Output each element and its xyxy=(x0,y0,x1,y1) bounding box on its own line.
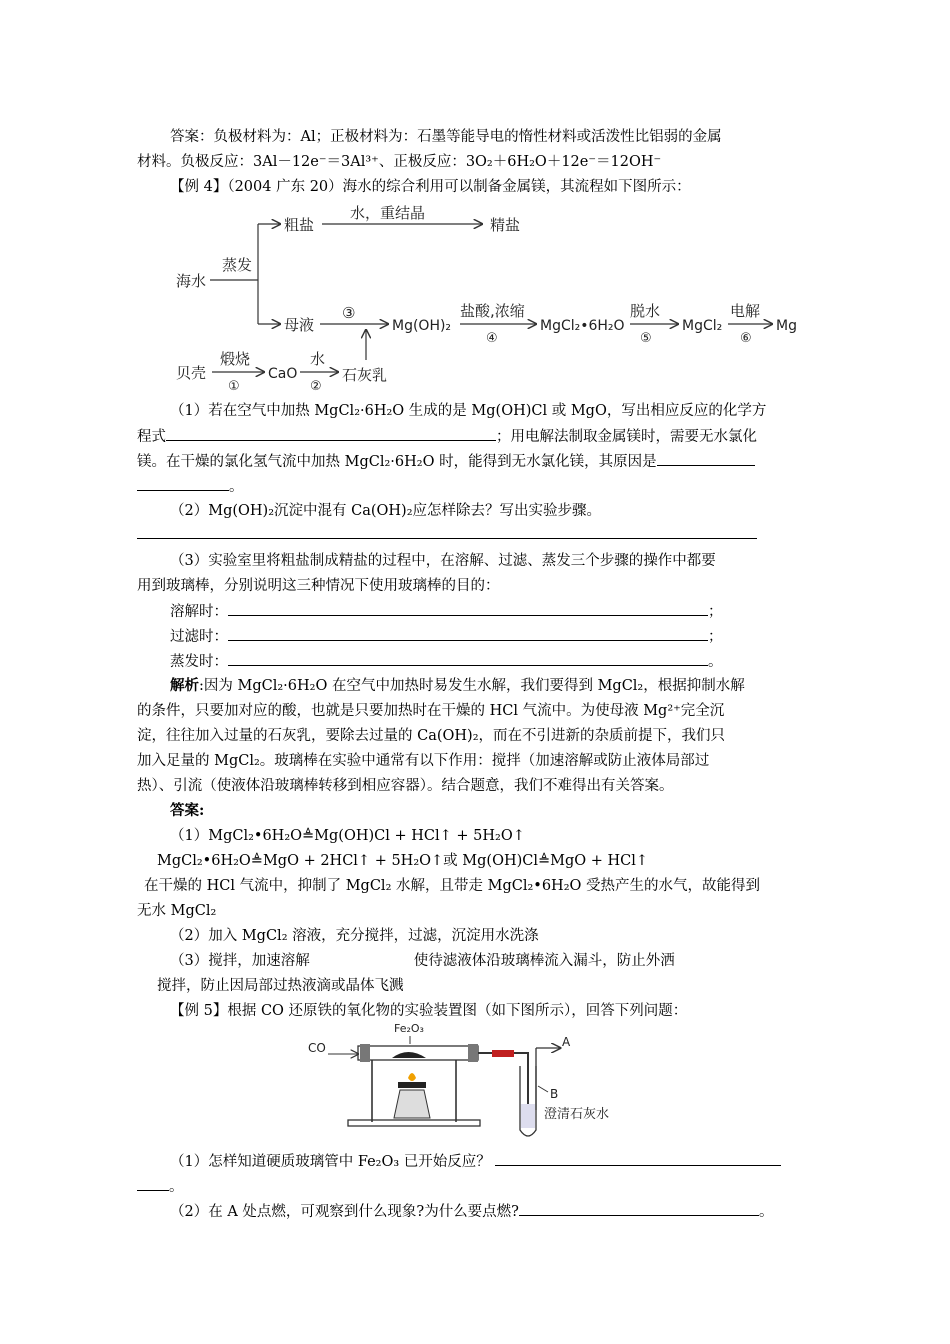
limewater-liquid xyxy=(521,1104,535,1128)
node-mg: Mg xyxy=(776,318,797,334)
label-step-6: ⑥ xyxy=(740,331,752,346)
label-fe2o3: Fe₂O₃ xyxy=(394,1022,424,1035)
b-pointer xyxy=(538,1086,548,1092)
ex5-q2: （2）在 A 处点燃，可观察到什么现象?为什么要点燃? 。 xyxy=(170,1201,773,1222)
node-mgoh2: Mg(OH)₂ xyxy=(392,318,452,334)
label-calcine: 煅烧 xyxy=(220,350,251,368)
co-reduction-apparatus xyxy=(300,1018,650,1148)
q2-text: （2）Mg(OH)₂沉淀中混有 Ca(OH)₂应怎样除去？写出实验步骤。 xyxy=(170,503,602,519)
q1-line-4: 。 xyxy=(137,476,244,497)
node-crude-salt: 粗盐 xyxy=(284,216,315,234)
iron-oxide-sample xyxy=(392,1052,426,1058)
node-mgcl2-hydrate: MgCl₂•6H₂O xyxy=(540,318,625,334)
answer-blank[interactable] xyxy=(166,426,496,441)
node-lime-milk: 石灰乳 xyxy=(342,366,388,384)
q3-line-2: 用到玻璃棒，分别说明这三种情况下使用玻璃棒的目的： xyxy=(137,578,500,594)
answer-1-line-1: （1）MgCl₂•6H₂O≜Mg(OH)Cl + HCl↑ + 5H₂O↑ xyxy=(170,828,525,844)
label-electrolysis: 电解 xyxy=(730,302,761,320)
left-stopper xyxy=(360,1044,370,1062)
node-mother-liquor: 母液 xyxy=(284,316,315,334)
node-shell: 贝壳 xyxy=(176,364,207,382)
analysis-line-5: 热）、引流（使液体沿玻璃棒转移到相应容器）。结合题意，我们不难得出有关答案。 xyxy=(137,778,674,794)
answer-label: 答案: xyxy=(170,802,205,819)
analysis-line-1: 解析:因为 MgCl₂·6H₂O 在空气中加热时易发生水解，我们要得到 MgCl₂，根据抑制水解 xyxy=(170,677,745,694)
answer-blank[interactable] xyxy=(657,451,755,466)
answer-3-line-1: （3）搅拌，加速溶解 使待滤液体沿玻璃棒流入漏斗，防止外洒 xyxy=(170,953,675,969)
answer-2: （2）加入 MgCl₂ 溶液，充分搅拌，过滤，沉淀用水洗涤 xyxy=(170,928,539,944)
q2-answer-line xyxy=(137,524,757,545)
node-cao: CaO xyxy=(268,366,298,382)
right-stopper xyxy=(468,1044,478,1062)
answer-blank[interactable] xyxy=(228,601,708,616)
label-step-4: ④ xyxy=(486,331,498,346)
label-step-5: ⑤ xyxy=(640,331,652,346)
answer-blank[interactable] xyxy=(137,1176,169,1191)
label-recrystallize: 水，重结晶 xyxy=(350,204,426,222)
label-a: A xyxy=(562,1035,571,1049)
answer-line-1: 答案：负极材料为：Al；正极材料为：石墨等能导电的惰性材料或活泼性比铝弱的金属 xyxy=(170,129,722,145)
label-limewater: 澄清石灰水 xyxy=(544,1107,610,1122)
answer-1-line-2: MgCl₂•6H₂O≜MgO + 2HCl↑ + 5H₂O↑或 Mg(OH)Cl≜MgO + HCl↑ xyxy=(157,853,649,869)
answer-1-line-3: 在干燥的 HCl 气流中，抑制了 MgCl₂ 水解，且带走 MgCl₂•6H₂O 受热产生的水气，故能得到 xyxy=(144,878,760,894)
label-water: 水 xyxy=(310,350,326,368)
analysis-line-3: 淀，往往加入过量的石灰乳，要除去过量的 Ca(OH)₂，而在不引进新的杂质前提下，我们只 xyxy=(137,728,726,744)
answer-line-2: 材料。负极反应：3Al－12e⁻＝3Al³⁺、正极反应：3O₂＋6H₂O＋12e⁻＝12OH⁻ xyxy=(137,154,662,170)
answer-blank[interactable] xyxy=(137,524,757,539)
alcohol-lamp xyxy=(394,1090,430,1118)
magnesium-flow-diagram xyxy=(160,200,820,395)
answer-blank[interactable] xyxy=(495,1151,781,1166)
flame xyxy=(408,1073,416,1081)
node-mgcl2: MgCl₂ xyxy=(682,318,723,334)
evaporate-line: 蒸发时： 。 xyxy=(170,651,723,672)
burner-top xyxy=(398,1082,426,1088)
ex5-q1: （1）怎样知道硬质玻璃管中 Fe₂O₃ 已开始反应？ xyxy=(170,1151,781,1172)
node-fine-salt: 精盐 xyxy=(490,216,521,234)
label-dehydrate: 脱水 xyxy=(630,302,661,320)
analysis-line-4: 加入足量的 MgCl₂。玻璃棒在实验中通常有以下作用：搅拌（加速溶解或防止液体局部过 xyxy=(137,753,710,769)
label-step-3: ③ xyxy=(342,304,356,322)
answer-3-line-2: 搅拌，防止因局部过热液滴或晶体飞溅 xyxy=(157,978,404,994)
answer-blank[interactable] xyxy=(228,651,708,666)
answer-blank[interactable] xyxy=(137,476,229,491)
label-step-2: ② xyxy=(310,379,322,394)
node-seawater: 海水 xyxy=(176,272,207,290)
filter-line: 过滤时： ； xyxy=(170,626,723,647)
answer-blank[interactable] xyxy=(519,1201,759,1216)
label-co: CO xyxy=(308,1041,326,1055)
ex5-q1-cont: 。 xyxy=(137,1176,184,1197)
example-4-header: 【例 4】（2004 广东 20）海水的综合利用可以制备金属镁，其流程如下图所示： xyxy=(170,179,691,195)
rubber-connector xyxy=(492,1050,514,1057)
example-5-header: 【例 5】根据 CO 还原铁的氧化物的实验装置图（如下图所示），回答下列问题： xyxy=(170,1003,688,1019)
dissolve-line: 溶解时： ； xyxy=(170,601,723,622)
analysis-line-2: 的条件，只要加对应的酸，也就是只要加热时在干燥的 HCl 气流中。为使母液 Mg²⁺完全沉 xyxy=(137,703,725,719)
answer-blank[interactable] xyxy=(228,626,708,641)
label-evaporate: 蒸发 xyxy=(222,256,253,274)
q1-line-1: （1）若在空气中加热 MgCl₂·6H₂O 生成的是 Mg(OH)Cl 或 MgO，写出相应反应的化学方 xyxy=(170,403,767,419)
label-step-1: ① xyxy=(228,379,240,394)
answer-1-line-4: 无水 MgCl₂ xyxy=(137,903,217,919)
q3-line-1: （3）实验室里将粗盐制成精盐的过程中，在溶解、过滤、蒸发三个步骤的操作中都要 xyxy=(170,553,716,569)
q1-line-3: 镁。在干燥的氯化氢气流中加热 MgCl₂·6H₂O 时，能得到无水氯化镁，其原因是 xyxy=(137,451,755,472)
label-hcl-concentrate: 盐酸,浓缩 xyxy=(460,302,525,320)
label-b: B xyxy=(550,1087,559,1101)
q1-line-2: 程式 ；用电解法制取金属镁时，需要无水氯化 xyxy=(137,426,757,447)
stand-base xyxy=(348,1120,480,1126)
delivery-tube xyxy=(514,1053,528,1112)
